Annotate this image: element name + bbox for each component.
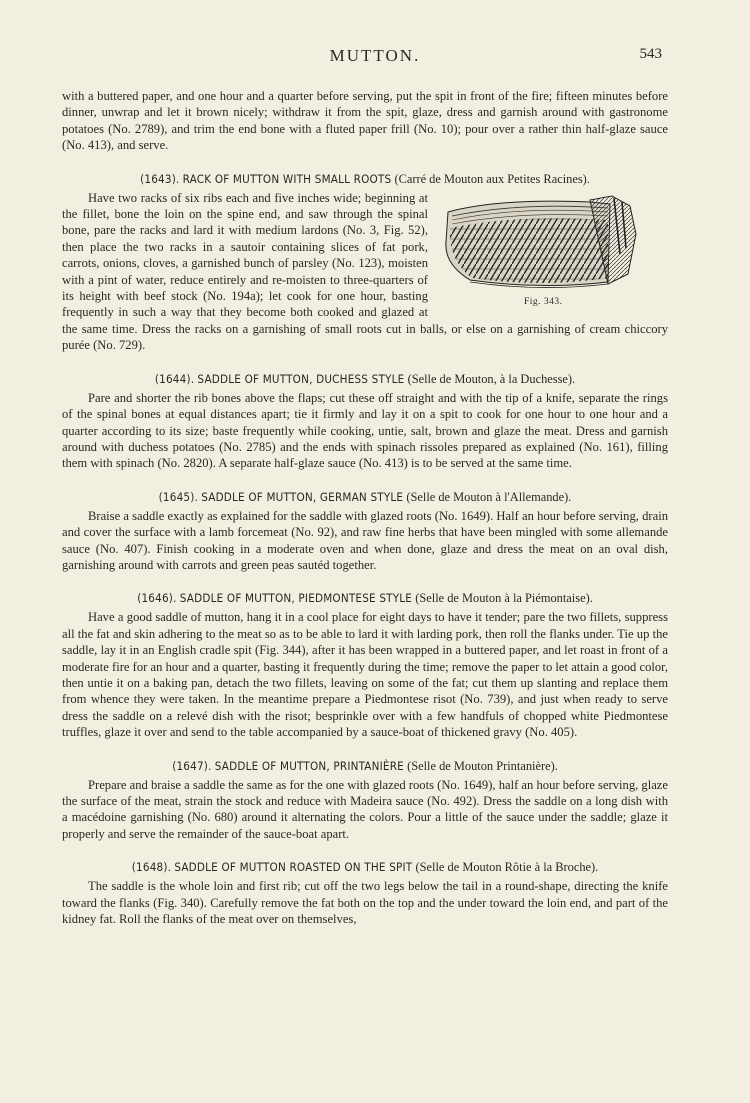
- recipe-title: SADDLE OF MUTTON, PRINTANIÈRE: [214, 758, 404, 773]
- recipe-title: SADDLE OF MUTTON ROASTED ON THE SPIT: [174, 860, 413, 875]
- recipe-heading-1645: [62, 489, 668, 505]
- recipe-number: (1645).: [158, 489, 199, 504]
- running-title: MUTTON.: [329, 46, 421, 65]
- recipe-number: (1644).: [154, 371, 195, 386]
- recipe-french-title: (Selle de Mouton Rôtie à la Broche).: [415, 860, 599, 875]
- recipe-text-1643: Have two racks of six ribs each and five inches wide; beginning at the fillet, bone the loin on the spine end, and saw through the spinal bone, pare the racks and lard it with medium lardons (No. 3, Fig. 52), then place the two racks in a sautoir containing slices of fat pork, carrots, onions, cloves, a garnished bunch of parsley (No. 123), moisten with a pint of water, reduce entirely and re-moisten to three-quarters of its height with beef stock (No. 194a); let cook for one hour, basting frequently in such a way that they become both cooked and glazed at the same time. Dress the racks on a garnishing of small roots cut in balls, or else on a garnishing of cream chiccory purée (No. 729).: [62, 190, 668, 353]
- rack-of-mutton-figure: [440, 194, 668, 310]
- recipe-french-title: (Selle de Mouton à la Piémontaise).: [415, 591, 593, 606]
- recipe-number: (1646).: [137, 591, 177, 606]
- running-head: [0, 46, 750, 70]
- recipe-heading-1648: [62, 859, 668, 875]
- recipe-french-title: (Selle de Mouton à l'Allemande).: [406, 489, 572, 504]
- page-number: 543: [639, 46, 662, 62]
- recipe-heading-1647: [62, 758, 668, 774]
- recipe-french-title: (Selle de Mouton, à la Duchesse).: [407, 371, 576, 386]
- recipe-text-1645: Braise a saddle exactly as explained for the saddle with glazed roots (No. 1649). Half an hour before serving, drain and cover the surface with a lamb forcemeat (No. 92), and raw fine herbs that have been mingled with some allemande sauce (No. 407). Finish cooking in a moderate oven and when done, glaze and dress the meat on an oval dish, garnishing around with carrots and green peas sautéd together.: [62, 508, 668, 572]
- recipe-french-title: (Selle de Mouton Printanière).: [407, 758, 558, 773]
- recipe-number: (1643).: [140, 171, 180, 186]
- recipe-title: SADDLE OF MUTTON, PIEDMONTESE STYLE: [179, 591, 413, 606]
- recipe-heading-1644: [62, 371, 668, 387]
- recipe-french-title: (Carré de Mouton aux Petites Racines).: [394, 171, 590, 186]
- recipe-text-1644: Pare and shorter the rib bones above the flaps; cut these off straight and with the tip of a knife, separate the rings of the spinal bones at equal distances apart; tie it firmly and lay it on a spit to cook for one hour to one hour and a quarter according to its size; baste frequently while cooking, untie, salt, brown and glaze the meat. Dress and garnish around with duchess potatoes (No. 2785) and the ends with spinach rissoles prepared as explained (No. 161), filling them with spinach (No. 2820). A separate half-glaze sauce (No. 413) is to be served at the same time.: [62, 390, 668, 471]
- recipe-text-1648: The saddle is the whole loin and first rib; cut off the two legs below the tail in a round-shape, directing the knife toward the flanks (Fig. 340). Carefully remove the fat both on the top and the under toward the loin end, and part of the kidney fat. Roll the flanks of the meat over on themselves,: [62, 879, 668, 927]
- page-content: [62, 88, 668, 927]
- rack-of-mutton-illustration: [440, 194, 668, 294]
- recipe-number: (1648).: [131, 860, 172, 875]
- recipe-text-1647: Prepare and braise a saddle the same as for the one with glazed roots (No. 1649), half an hour before serving, glaze the surface of the meat, strain the stock and reduce with Madeira sauce (No. 492). Dress the saddle on a long dish with a macédoine garnishing (No. 680) around it alternating the colors. Pour a little of the sauce under the saddle; glaze it properly and serve the remainder of the sauce-boat apart.: [62, 777, 668, 841]
- intro-paragraph: with a buttered paper, and one hour and a quarter before serving, put the spit in front of the fire; fifteen minutes before dinner, unwrap and let it brown nicely; withdraw it from the spit, glaze, dress and garnish around with gastronome potatoes (No. 2789), and trim the end bone with a fluted paper frill (No. 10); pour over a rather thin half-glaze sauce (No. 413), and serve.: [62, 89, 668, 153]
- recipe-title: RACK OF MUTTON WITH SMALL ROOTS: [182, 171, 392, 186]
- recipe-number: (1647).: [172, 758, 212, 773]
- recipe-text-1646: Have a good saddle of mutton, hang it in a cool place for eight days to have it tender; pare the two fillets, suppress all the fat and skin adhering to the meat so as to be able to lard it with larding pork, then roll the flanks under. Tie up the saddle, lay it in an English cradle spit (Fig. 344), after it has been wrapped in a buttered paper, and let roast in front of a moderate fire for an hour and a quarter, basting it frequently during the time; remove the paper to let attain a good color, then untie it on a baking pan, detach the two fillets, leaving on some of the fat; cut them up slanting and replace them from whence they were taken. In the meantime prepare a Piedmontese risot (No. 739), and just when ready to serve dress the saddle on a relevé dish with the risot; besprinkle over with a few handfuls of chopped white Piedmontese truffles, glaze it over and send to the table accompanied by a sauce-boat of thickened gravy (No. 405).: [62, 610, 668, 740]
- recipe-heading-1643: [62, 171, 668, 187]
- figure-caption: Fig. 343.: [524, 296, 563, 307]
- recipe-title: SADDLE OF MUTTON, GERMAN STYLE: [201, 489, 404, 504]
- recipe-heading-1646: [62, 590, 668, 606]
- recipe-title: SADDLE OF MUTTON, DUCHESS STYLE: [197, 371, 405, 386]
